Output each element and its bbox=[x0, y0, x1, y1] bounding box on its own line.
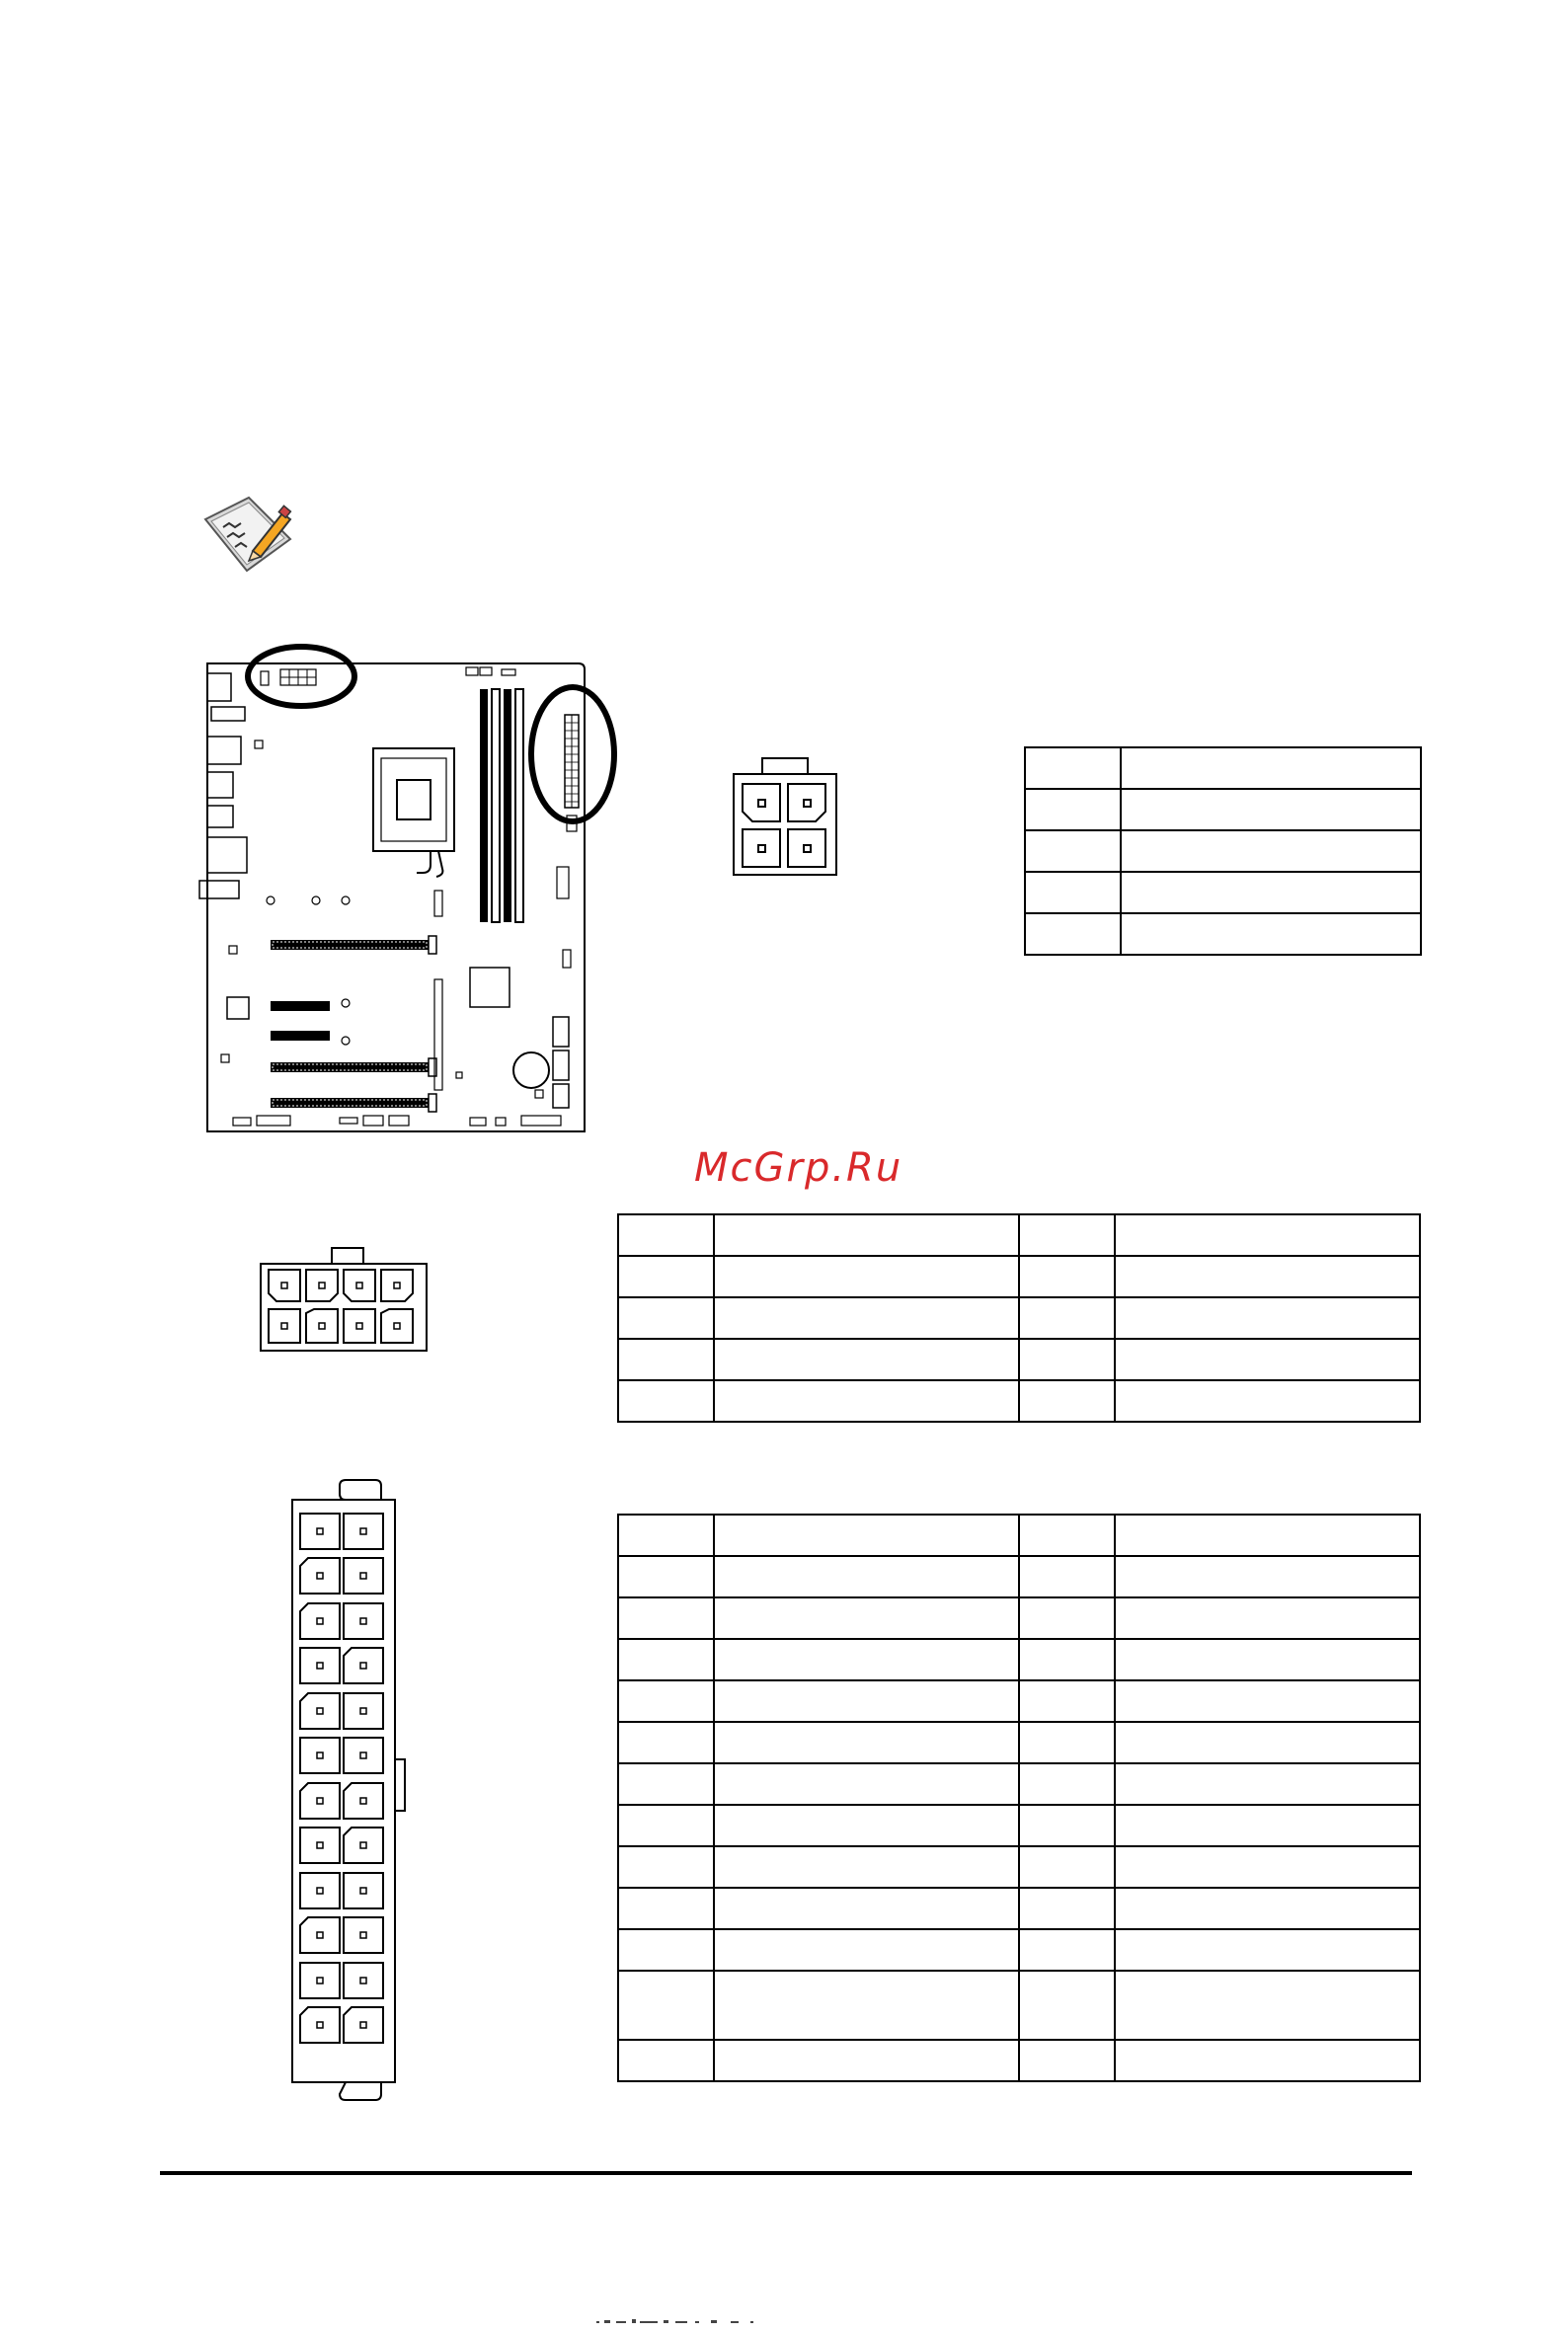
table-row bbox=[618, 1556, 1420, 1597]
atx-24pin-connector bbox=[286, 1478, 415, 2102]
atx-24pin-pin-table bbox=[617, 1514, 1421, 2082]
table-row bbox=[618, 2040, 1420, 2081]
atx-12v-4pin-connector bbox=[731, 754, 839, 879]
table-row bbox=[618, 1763, 1420, 1805]
table-row bbox=[618, 1214, 1420, 1256]
table-row bbox=[618, 1805, 1420, 1846]
table-row bbox=[618, 1515, 1420, 1556]
atx-12v-8pin-connector bbox=[259, 1246, 429, 1355]
table-row bbox=[618, 1971, 1420, 2040]
table-row bbox=[1025, 830, 1421, 872]
table-row bbox=[618, 1380, 1420, 1422]
table-row bbox=[618, 1597, 1420, 1639]
table-row bbox=[618, 1297, 1420, 1339]
table-row bbox=[618, 1722, 1420, 1763]
footer-scan-artifact bbox=[592, 2315, 869, 2329]
table-row bbox=[1025, 747, 1421, 789]
table-row bbox=[1025, 789, 1421, 830]
note-pencil-icon bbox=[201, 494, 296, 575]
motherboard-diagram bbox=[197, 632, 622, 1145]
atx-4pin-pin-table bbox=[1024, 746, 1422, 956]
footer-divider bbox=[160, 2171, 1412, 2175]
table-row bbox=[1025, 913, 1421, 955]
table-row bbox=[618, 1888, 1420, 1929]
table-row bbox=[618, 1639, 1420, 1680]
table-row bbox=[618, 1339, 1420, 1380]
table-row bbox=[1025, 872, 1421, 913]
table-row bbox=[618, 1256, 1420, 1297]
table-row bbox=[618, 1929, 1420, 1971]
watermark: McGrp.Ru bbox=[694, 1145, 903, 1191]
table-row bbox=[618, 1846, 1420, 1888]
atx-8pin-pin-table bbox=[617, 1213, 1421, 1423]
table-row bbox=[618, 1680, 1420, 1722]
